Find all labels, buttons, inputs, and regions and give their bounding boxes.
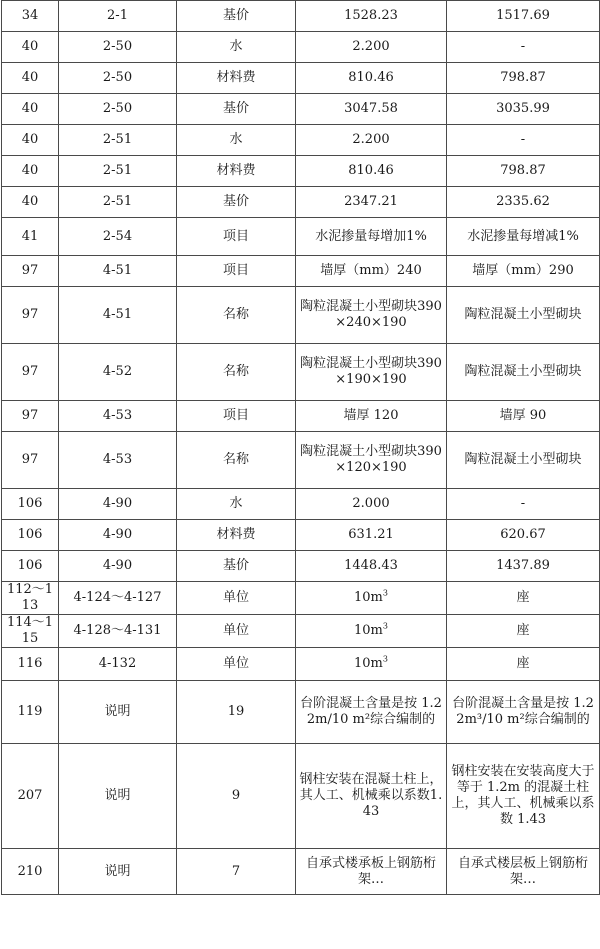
cell-code-text: 4-52 [102,364,133,379]
cell-page [2,287,59,344]
cell-item [177,681,296,744]
cell-corrected [447,344,600,401]
cell-original [296,32,447,63]
cell-item-text: 7 [231,863,241,879]
cell-item [177,287,296,344]
cell-corrected [447,1,600,32]
table-row [2,744,600,849]
cell-code [59,218,177,256]
cell-corrected [447,256,600,287]
cell-item [177,744,296,849]
cell-code-text: 4-124～4-127 [73,590,162,605]
cell-page [2,63,59,94]
cell-corrected [447,648,600,681]
cell-original [296,849,447,895]
cell-page-text: 210 [17,863,43,879]
cell-corrected [447,489,600,520]
cell-item [177,344,296,401]
cell-code [59,744,177,849]
cell-corrected-text: - [520,39,526,54]
cell-original-superscript: 3 [382,621,388,631]
cell-page [2,648,59,681]
cell-page-text: 40 [21,132,39,147]
cell-code [59,156,177,187]
cell-page-text: 40 [21,70,39,85]
cell-item [177,432,296,489]
cell-item [177,32,296,63]
cell-code-text: 4-128～4-131 [73,623,162,638]
cell-original [296,648,447,681]
cell-page [2,125,59,156]
table-row [2,125,600,156]
cell-corrected [447,218,600,256]
cell-item-text: 项目 [222,228,249,244]
cell-corrected [447,94,600,125]
cell-corrected [447,125,600,156]
cell-page [2,744,59,849]
cell-item-text: 材料费 [216,70,256,85]
cell-original [296,256,447,287]
cell-code [59,648,177,681]
cell-page [2,849,59,895]
cell-original-text: 水泥掺量每增加1% [315,228,427,244]
cell-page [2,1,59,32]
table-row [2,32,600,63]
cell-page [2,582,59,615]
cell-page [2,187,59,218]
cell-code-text: 2-51 [102,132,133,147]
cell-item-text: 基价 [222,8,249,23]
cell-page [2,551,59,582]
cell-page-text: 106 [17,527,43,542]
cell-item-text: 材料费 [216,163,256,178]
cell-code [59,187,177,218]
cell-corrected-text: 墙厚（mm）290 [472,263,574,278]
table-row [2,1,600,32]
cell-original-text: 2.200 [352,132,390,147]
cell-code-text: 说明 [104,788,131,803]
table-row [2,156,600,187]
cell-page [2,156,59,187]
cell-code [59,94,177,125]
cell-corrected-text: 座 [516,623,530,638]
cell-original-superscript: 3 [382,588,388,598]
cell-original [296,125,447,156]
cell-item-text: 项目 [222,408,249,423]
cell-item [177,648,296,681]
cell-page [2,344,59,401]
cell-code-text: 说明 [104,704,131,719]
cell-page-text: 116 [17,656,43,671]
cell-corrected-text: 墙厚 90 [499,408,547,423]
table-row [2,256,600,287]
cell-item-text: 水 [229,39,243,54]
cell-corrected-text: 台阶混凝土含量是按 1.22m³/10 m²综合编制的 [452,696,594,727]
cell-corrected [447,744,600,849]
cell-original [296,344,447,401]
cell-corrected-text: - [520,496,526,511]
cell-corrected-text: 1437.89 [496,558,550,573]
table-row [2,681,600,744]
cell-corrected [447,520,600,551]
cell-item-text: 基价 [222,194,249,209]
cell-code [59,489,177,520]
cell-item [177,156,296,187]
cell-code [59,520,177,551]
cell-original-text: 陶粒混凝土小型砌块390×120×190 [300,444,442,475]
cell-code [59,615,177,648]
cell-code-text: 4-90 [102,527,133,542]
cell-corrected [447,582,600,615]
cell-corrected [447,187,600,218]
cell-corrected-text: 2335.62 [496,194,550,209]
cell-code-text: 2-50 [102,101,133,116]
cell-page-text: 40 [21,39,39,54]
cell-page-text: 97 [21,408,39,423]
cell-item-text: 单位 [222,590,249,605]
cell-corrected [447,432,600,489]
cell-original [296,94,447,125]
table-row [2,287,600,344]
cell-corrected-text: 1517.69 [496,8,550,23]
table-row [2,648,600,681]
cell-original [296,681,447,744]
cell-original-text: 631.21 [348,527,394,542]
cell-corrected-text: 798.87 [500,163,546,178]
cell-item [177,63,296,94]
cell-item-text: 基价 [222,558,249,573]
cell-code-text: 2-51 [102,163,133,178]
cell-corrected [447,401,600,432]
cell-item-text: 基价 [222,101,249,116]
cell-item-text: 名称 [222,452,249,467]
cell-page [2,432,59,489]
cell-page [2,218,59,256]
cell-original-text: 3047.58 [344,101,398,116]
table-row [2,344,600,401]
cell-original [296,551,447,582]
cell-item-text: 项目 [222,263,249,278]
cell-corrected [447,32,600,63]
cell-corrected-text: - [520,132,526,147]
cell-corrected-text: 3035.99 [496,101,550,116]
cell-code-text: 2-50 [102,70,133,85]
cell-page [2,520,59,551]
cell-original [296,1,447,32]
cell-code [59,849,177,895]
cell-original-text: 810.46 [348,70,394,85]
cell-corrected-text: 自承式楼层板上钢筋桁架… [457,855,588,887]
cell-item-text: 单位 [222,623,249,638]
cell-code-text: 4-53 [102,408,133,423]
cell-original-text: 2.200 [352,39,390,54]
cell-item-text: 水 [229,132,243,147]
cell-original [296,401,447,432]
cell-code-text: 2-51 [102,194,133,209]
cell-original-text: 墙厚 120 [343,408,399,423]
cell-page-text: 40 [21,194,39,209]
table-row [2,520,600,551]
cell-code-text: 2-1 [107,8,128,23]
cell-page-text: 41 [21,228,39,244]
cell-page-text: 97 [21,452,39,467]
cell-code-text: 4-53 [102,452,133,467]
cell-original-text: 1448.43 [344,558,398,573]
errata-table-body [2,1,600,895]
cell-original-text: 钢柱安装在混凝土柱上，其人工、机械乘以系数1.43 [299,772,443,819]
cell-corrected-text: 水泥掺量每增减1% [467,228,579,244]
cell-page [2,32,59,63]
cell-corrected [447,63,600,94]
cell-code-text: 2-54 [102,228,133,244]
cell-item-text: 名称 [222,364,249,379]
cell-item [177,489,296,520]
cell-original [296,156,447,187]
cell-item-text: 材料费 [216,527,256,542]
cell-corrected-text: 钢柱安装在安装高度大于等于 1.2m 的混凝土柱上，其人工、机械乘以系数 1.43 [451,764,595,827]
cell-code [59,1,177,32]
cell-corrected [447,681,600,744]
cell-corrected [447,849,600,895]
cell-code-text: 4-90 [102,496,133,511]
cell-code [59,582,177,615]
cell-original [296,63,447,94]
cell-page-text: 40 [21,101,39,116]
cell-page-text: 112～113 [6,582,54,613]
cell-original-text: 陶粒混凝土小型砌块390×190×190 [300,356,442,387]
cell-original-text: 810.46 [348,163,394,178]
cell-corrected [447,287,600,344]
cell-corrected-text: 陶粒混凝土小型砌块 [464,364,582,379]
cell-corrected-text: 620.67 [500,527,546,542]
table-row [2,615,600,648]
cell-page [2,401,59,432]
cell-page-text: 40 [21,163,39,178]
cell-item [177,551,296,582]
cell-page-text: 119 [17,704,43,719]
cell-corrected-text: 陶粒混凝土小型砌块 [464,452,582,467]
cell-original [296,615,447,648]
cell-page-text: 114～115 [6,615,54,646]
table-row [2,63,600,94]
cell-item [177,582,296,615]
cell-original-text: 陶粒混凝土小型砌块390×240×190 [300,299,442,330]
cell-original [296,489,447,520]
cell-item [177,615,296,648]
cell-original [296,287,447,344]
table-row [2,432,600,489]
table-row [2,489,600,520]
cell-item-text: 9 [231,788,241,803]
cell-item [177,187,296,218]
cell-item-text: 名称 [222,307,249,322]
cell-code [59,551,177,582]
cell-corrected [447,156,600,187]
cell-original-text: 1528.23 [344,8,398,23]
cell-page-text: 106 [17,496,43,511]
cell-original-text: 自承式楼承板上钢筋桁架… [305,855,436,887]
cell-code-text: 4-132 [98,656,137,671]
cell-item-text: 水 [229,496,243,511]
cell-corrected [447,615,600,648]
cell-item-text: 19 [227,704,245,719]
table-row [2,401,600,432]
cell-corrected-text: 798.87 [500,70,546,85]
cell-original-text: 10m [354,656,383,671]
cell-item-text: 单位 [222,656,249,671]
cell-original [296,520,447,551]
cell-page [2,489,59,520]
cell-item [177,94,296,125]
table-row [2,94,600,125]
cell-item [177,218,296,256]
cell-page-text: 207 [17,788,43,803]
cell-code [59,432,177,489]
cell-original-text: 墙厚（mm）240 [320,263,422,278]
cell-item [177,849,296,895]
cell-code-text: 2-50 [102,39,133,54]
cell-original-text: 台阶混凝土含量是按 1.22m/10 m²综合编制的 [300,696,442,727]
cell-page [2,256,59,287]
cell-corrected [447,551,600,582]
cell-item [177,256,296,287]
cell-original [296,432,447,489]
cell-code [59,256,177,287]
cell-code [59,125,177,156]
cell-original [296,218,447,256]
cell-code-text: 说明 [104,863,131,879]
cell-item [177,125,296,156]
cell-page-text: 97 [21,307,39,322]
cell-page-text: 97 [21,263,39,278]
cell-original-text: 2.000 [352,496,390,511]
errata-table [1,0,600,895]
cell-corrected-text: 座 [516,656,530,671]
cell-original [296,187,447,218]
cell-code-text: 4-51 [102,307,133,322]
cell-code [59,344,177,401]
cell-corrected-text: 陶粒混凝土小型砌块 [464,307,582,322]
cell-code [59,63,177,94]
table-row [2,582,600,615]
cell-code [59,32,177,63]
cell-code-text: 4-51 [102,263,133,278]
cell-original-superscript: 3 [382,654,388,664]
cell-original-text: 10m [354,590,383,605]
cell-code [59,681,177,744]
cell-item [177,520,296,551]
cell-code [59,287,177,344]
cell-original-text: 10m [354,623,383,638]
cell-original [296,744,447,849]
cell-page [2,615,59,648]
cell-code [59,401,177,432]
cell-original [296,582,447,615]
table-row [2,551,600,582]
cell-item [177,1,296,32]
cell-page [2,94,59,125]
cell-original-text: 2347.21 [344,194,398,209]
cell-code-text: 4-90 [102,558,133,573]
table-row [2,187,600,218]
cell-page-text: 34 [21,8,39,23]
cell-page [2,681,59,744]
cell-corrected-text: 座 [516,590,530,605]
table-row [2,849,600,895]
cell-page-text: 106 [17,558,43,573]
cell-item [177,401,296,432]
table-row [2,218,600,256]
cell-page-text: 97 [21,364,39,379]
